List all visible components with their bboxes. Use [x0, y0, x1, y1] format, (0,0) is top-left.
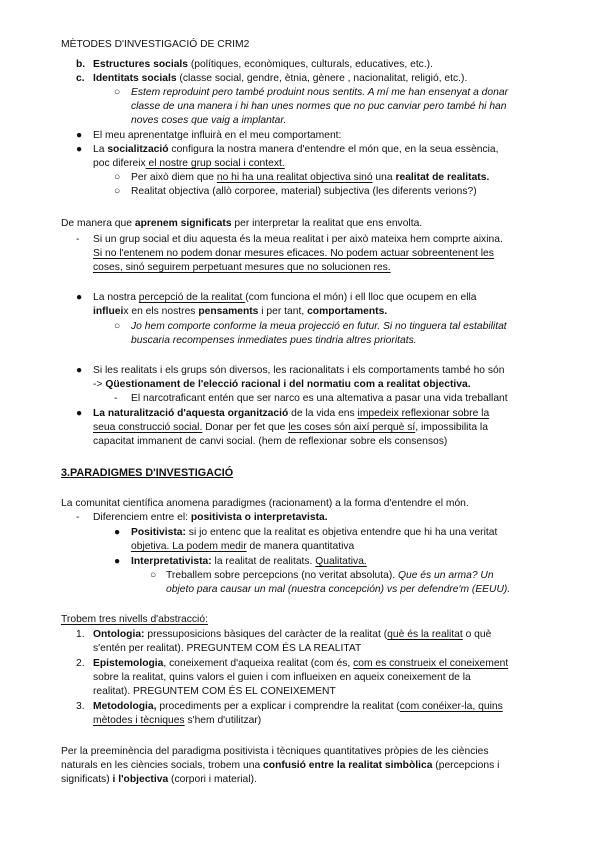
text-span: sobre la realitat, quins valors el guien i com influeixen en aqueix coneixement de la [93, 672, 471, 683]
term-bold: influei [93, 306, 124, 317]
term-bold: Metodologia, [93, 701, 157, 712]
text-span: 2. [76, 658, 85, 669]
term-bold: Qüestionament de l'elecció racional i del normatiu com a realitat objectiva. [105, 379, 471, 390]
text-span: Diferenciem entre el: [93, 512, 191, 523]
text-span: objeto para causar un mal (nuestra concepción) vs per defendre'm (EEUU). [166, 584, 511, 595]
dot-bullet [114, 526, 120, 540]
underlined-text: les coses són així perquè sí [288, 422, 416, 433]
bullet-text [93, 407, 489, 421]
bullet-text-cont [93, 378, 471, 392]
term-bold: positivista o interpretavista. [190, 512, 328, 523]
underlined-text: mètodes i tècniques [93, 715, 185, 726]
term-bold: La naturalització d'aquesta organització [93, 408, 289, 419]
dot-marker: ● [76, 144, 83, 155]
dash-marker: - [76, 512, 80, 523]
dash-bullet [114, 392, 117, 406]
dot-marker: ● [76, 292, 83, 303]
number-marker [76, 657, 85, 671]
text-span: coses, sinó seguirem perpetuant mesures que no solucionen res. [93, 262, 391, 273]
dash-bullet [76, 233, 79, 247]
sub-bullet-text [131, 171, 489, 185]
section-heading [61, 467, 233, 481]
text-span: Per això diem que [131, 172, 217, 183]
underlined-text: objetiva. La podem medir [131, 541, 247, 552]
underlined-text: seua construcció social. [93, 422, 203, 433]
text-span: La comunitat científica anomena paradigmes (racionament) a la forma d'entendre el món. [61, 498, 469, 509]
bullet-text [131, 526, 497, 540]
bullet-text-cont [131, 540, 354, 554]
circle-marker: ○ [114, 87, 121, 98]
text-span: una [372, 172, 396, 183]
circle-marker: ○ [114, 321, 121, 332]
bullet-text-cont [93, 305, 387, 319]
bullet-text [93, 364, 505, 378]
italic-note-line [131, 114, 286, 128]
header-title: MÈTODES D'INVESTIGACIÓ DE CRIM2 [61, 39, 250, 50]
dot-marker: ● [114, 527, 121, 538]
dash-text [93, 233, 503, 247]
paragraph [61, 613, 208, 627]
text-span: Per la preeminència del paradigma positivista i tècniques quantitatives pròpies de les ciències [61, 746, 489, 757]
circle-bullet [114, 86, 120, 100]
italic-note-line [131, 86, 508, 100]
numbered-item [93, 700, 503, 714]
text-span: buscaria recompenses inmediates pues tindria altres prioritats. [131, 335, 417, 346]
bullet-text-cont [93, 435, 447, 449]
text-span: per interpretar la realitat que ens envolta. [231, 218, 423, 229]
paragraph [61, 497, 469, 511]
paragraph-cont [61, 759, 499, 773]
dot-bullet [76, 129, 82, 143]
term-bold: realitat de realitats. [395, 172, 490, 183]
text-span: Trobem tres nivells d'abstracció: [61, 614, 208, 625]
bullet-text [93, 291, 477, 305]
text-span: significats) [61, 774, 113, 785]
document-header [61, 38, 249, 52]
list-marker: b. [76, 59, 86, 70]
number-marker [76, 700, 85, 714]
dash-text [131, 392, 508, 406]
paragraph-cont [61, 773, 257, 787]
text-span: configura la nostra manera d'entendre el món que, en la seua essència, [168, 144, 499, 155]
italic-note-line [131, 334, 417, 348]
text-span: Jo hem comporte conforme la meua projecció en futur. Si no tinguera tal estabilitat [131, 321, 507, 332]
numbered-item-cont [93, 685, 336, 699]
circle-bullet [114, 185, 120, 199]
text-span: 1. [76, 629, 85, 640]
text-span: (percepcions i [432, 760, 500, 771]
bullet-text [93, 129, 341, 143]
text-span: s'hem d'utilitzar) [184, 715, 262, 726]
dot-marker: ● [114, 556, 121, 567]
term-bold: aprenem significats [134, 218, 232, 229]
text-span: La [93, 144, 108, 155]
dot-marker: ● [76, 130, 83, 141]
term-bold: Interpretativista: [131, 556, 212, 567]
term-bold: socialització [107, 144, 169, 155]
text-span: Si no l'entenem no podem donar mesures eficaces. No podem actuar sobreentenent les [93, 248, 494, 259]
text-span: pressuposicions bàsiques del caràcter de la realitat ( [144, 629, 388, 640]
text-span: capacitat immanent de canvi social. (hem de reflexionar sobre els consensos) [93, 436, 448, 447]
text-span: s'entén per realitat). PREGUNTEM COM ÉS LA REALITAT [93, 643, 362, 654]
text-span: la realitat de realitats. [211, 556, 316, 567]
numbered-item-cont [93, 714, 261, 728]
bullet-text-cont [93, 421, 488, 435]
dash-text [93, 511, 328, 525]
term-bold: comportaments. [307, 306, 388, 317]
text-span: El meu aprenentatge influirà en el meu comportament: [93, 130, 342, 141]
underlined-text: no hi ha una realitat objectiva sinó [216, 172, 373, 183]
text-span: poc difereix [93, 158, 146, 169]
list-item-b-text [93, 58, 433, 72]
circle-bullet [114, 320, 120, 334]
dot-bullet [76, 407, 82, 421]
underlined-text: què és la realitat [387, 629, 463, 640]
term-bold: confusió entre la realitat simbòlica [263, 760, 433, 771]
text-span: Si un grup social et diu aquesta és la meua realitat i per això mateixa hem comprte aixina. [93, 234, 503, 245]
underlined-text: percepció de la realitat [138, 292, 246, 303]
bullet-text [93, 143, 499, 157]
term-bold: i l'objectiva [112, 774, 169, 785]
circle-marker: ○ [114, 172, 121, 183]
circle-bullet [114, 171, 120, 185]
text-span: i per tant, [258, 306, 308, 317]
text-span: La nostra [93, 292, 139, 303]
text-span: naturals en les ciències socials, trobem una [61, 760, 264, 771]
text-span: Si les realitats i els grups són diversos, les racionalitats i els comportaments també ho són [93, 365, 505, 376]
term-bold: pensaments [198, 306, 259, 317]
list-item-c-text [93, 72, 467, 86]
text-span: (classe social, gendre, ètnia, gènere , nacionalitat, religió, etc.). [176, 73, 468, 84]
numbered-item [93, 628, 491, 642]
underlined-text: el nostre grup social i context. [145, 158, 285, 169]
text-span: -> [93, 379, 106, 390]
dot-bullet [76, 143, 82, 157]
list-marker: c. [76, 73, 85, 84]
text-span: Treballem sobre percepcions (no veritat absoluta). [166, 570, 398, 581]
dash-marker: - [114, 393, 118, 404]
paragraph [61, 745, 489, 759]
underlined-text: com conéixer-la, quins [399, 701, 503, 712]
heading-text: 3.PARADIGMES D'INVESTIGACIÓ [61, 467, 234, 479]
list-item-c [76, 72, 85, 86]
text-span: 3. [76, 701, 85, 712]
term-bold: Epistemologia [93, 658, 164, 669]
number-marker [76, 628, 85, 642]
numbered-item [93, 657, 508, 671]
text-span: procediments per a explicar i comprendre la realitat ( [156, 701, 400, 712]
dash-marker: - [76, 234, 80, 245]
underlined-text: impedeix reflexionar sobre la [357, 408, 490, 419]
text-span: El narcotraficant entén que ser narco es una altemativa a pasar una vida treballant [131, 393, 508, 404]
text-span: (com funciona el món) i ell lloc que ocupem en ella [245, 292, 477, 303]
numbered-item-cont [93, 642, 361, 656]
text-span: si jo entenc que la realitat es objetiva entendre que hi ha una veritat [185, 527, 498, 538]
term-bold: Positivista: [131, 527, 186, 538]
text-span: realitat). PREGUNTEM COM ÉS EL CONEIXEMENT [93, 686, 336, 697]
dash-bullet [76, 511, 79, 525]
term-bold: Identitats socials [93, 73, 177, 84]
text-span: Realitat objectiva (allò corporee, material) subjectiva (les diferents verions?) [131, 186, 477, 197]
text-span: (corpori i material). [168, 774, 257, 785]
text-span: Estem reproduint pero també produint nous sentits. A mí me han ensenyat a donar [131, 87, 509, 98]
sub-bullet-text [166, 569, 494, 583]
dash-text-underlined [93, 261, 391, 275]
sub-bullet-text-cont [166, 583, 510, 597]
text-span: classe de una manera i hi han unes normes que no puc canviar pero també hi han [131, 101, 507, 112]
italic-note-line [131, 100, 507, 114]
paragraph [61, 217, 422, 231]
text-span: de manera quantitativa [246, 541, 355, 552]
term-bold: Estructures socials [93, 59, 189, 70]
dot-bullet [114, 555, 120, 569]
dot-bullet [76, 291, 82, 305]
underlined-text: com es construeix el coneixement [353, 658, 509, 669]
text-span: , coneixement d'aqueixa realitat (com és, [163, 658, 354, 669]
text-span: Donar per fet que [202, 422, 289, 433]
italic-text: Que és un arma? Un [397, 570, 494, 581]
numbered-item-cont [93, 671, 471, 685]
italic-note-line [131, 320, 507, 334]
text-span: x en els nostres [123, 306, 199, 317]
list-item-b [76, 58, 85, 72]
text-span: de la vida ens [288, 408, 358, 419]
text-span: , impossibilita la [415, 422, 488, 433]
bullet-text [131, 555, 367, 569]
text-span: (polítiques, econòmiques, culturals, educatives, etc.). [188, 59, 433, 70]
dot-bullet [76, 364, 82, 378]
dot-marker: ● [76, 365, 83, 376]
text-span: o què [462, 629, 492, 640]
circle-marker: ○ [150, 570, 157, 581]
dot-marker: ● [76, 408, 83, 419]
underlined-text: Qualitativa. [315, 556, 367, 567]
text-span: De manera que [61, 218, 135, 229]
bullet-text-cont [93, 157, 285, 171]
dash-text-underlined [93, 247, 494, 261]
sub-bullet-text [131, 185, 477, 199]
term-bold: Ontologia: [93, 629, 145, 640]
circle-bullet [150, 569, 156, 583]
circle-marker: ○ [114, 186, 121, 197]
text-span: noves coses que vaig a implantar. [131, 115, 287, 126]
